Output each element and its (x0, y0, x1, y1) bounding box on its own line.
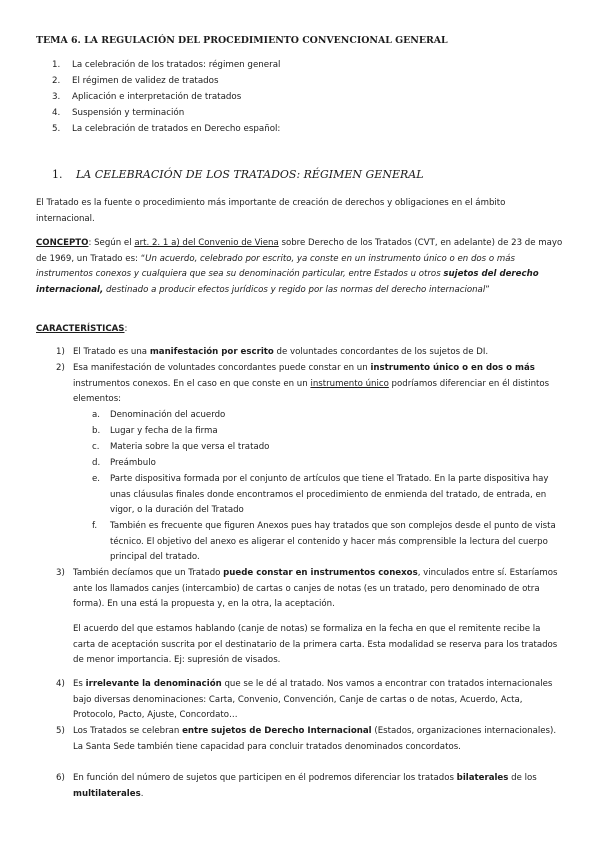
concepto-paragraph (36, 236, 564, 298)
item-text-part: Esa manifestación de voluntades concordantes puede constar en un (73, 363, 371, 373)
item-text-part: En función del número de sujetos que participen en él podremos diferenciar los tratados (73, 773, 457, 783)
section-title: LA CELEBRACIÓN DE LOS TRATADOS: RÉGIMEN GENERAL (76, 168, 424, 181)
sub-item-text: Preámbulo (110, 458, 156, 468)
item-text (73, 677, 564, 724)
item-number: 6) (56, 773, 65, 783)
toc-label: Suspensión y terminación (72, 108, 185, 118)
toc-label: Aplicación e interpretación de tratados (72, 92, 242, 102)
item-number: 1) (56, 347, 65, 357)
item-text-bold: bilaterales (456, 773, 509, 783)
toc-label: La celebración de los tratados: régimen general (72, 60, 281, 70)
item-text-underline: instrumento único (310, 378, 389, 389)
item-text-part: Los Tratados se celebran (73, 726, 183, 736)
toc-item (52, 57, 552, 73)
list-item (56, 361, 564, 409)
table-of-contents (52, 57, 552, 137)
concepto-label: CONCEPTO (36, 238, 89, 248)
item-text-part: de voluntades concordantes de los sujetos de DI. (273, 347, 489, 357)
toc-number: 1. (52, 60, 61, 70)
item-text-bold: manifestación por escrito (149, 347, 274, 357)
list-item (56, 724, 564, 772)
sub-item-text: Parte dispositiva formada por el conjunto de artículos que tiene el Tratado. En la parte dispositiva hay unas cláusulas finales donde encontramos el procedimiento de enmienda del tratado, de entrada, en vigor, o la duración del Tratado (110, 474, 549, 515)
concepto-quote: Un acuerdo, celebrado por escrito, ya conste en un instrumento único o en dos o más instrumentos conexos y cualquiera que sea su denominación particular, entre Estados u otros (36, 253, 515, 279)
toc-label: El régimen de validez de tratados (72, 76, 219, 86)
toc-label: La celebración de tratados en Derecho español: (72, 124, 281, 134)
item-number: 5) (56, 726, 65, 736)
sub-item-letter: e. (92, 474, 101, 484)
caracteristicas-heading (36, 322, 564, 338)
item-text-bold: entre sujetos de Derecho Internacional (182, 726, 372, 736)
concepto-text: : Según el (88, 238, 135, 248)
item-number: 3) (56, 568, 65, 578)
toc-number: 2. (52, 76, 61, 86)
item-text (73, 345, 564, 361)
concepto-text: sobre Derecho de los Tratados (CVT, en adelante) de 23 de mayo de 1969, un Tratado es: “ (36, 238, 563, 264)
sub-item-letter: c. (92, 442, 100, 452)
item-text (73, 566, 564, 613)
sub-item-text: Lugar y fecha de la firma (110, 426, 218, 436)
toc-item (52, 73, 552, 89)
item-text-part: También decíamos que un Tratado (73, 568, 224, 578)
sub-item-letter: f. (92, 521, 98, 531)
item-text (73, 361, 564, 408)
sub-item-letter: a. (92, 410, 100, 420)
concepto-quote-bold: sujetos del derecho internacional, (36, 269, 539, 295)
item-text (73, 771, 564, 802)
convenio-viena-link[interactable]: art. 2. 1 a) del Convenio de Viena (134, 238, 279, 248)
concepto-quote-end: ” (485, 284, 490, 295)
item-number: 2) (56, 363, 65, 373)
sub-item-letter: b. (92, 426, 101, 436)
item-text-part: , vinculados entre sí. Estaríamos ante los llamados canjes (intercambio) de cartas o canjes de notas (es un tratado, pero denominado de otra forma). En una está la propuesta y, en la otra, la aceptación. (73, 568, 558, 609)
item-continuation-paragraph: El acuerdo del que estamos hablando (canje de notas) se formaliza en la fecha en que el remitente recibe la carta de aceptación suscrita por el destinatario de la primera carta. Esta modalidad se reserva para los tratados de menor importancia. Ej: supresión de visados. (73, 624, 558, 665)
item-text-part: instrumentos conexos. En el caso en que conste en un (73, 378, 311, 389)
item-text-bold: multilaterales (73, 788, 141, 799)
item-text-part: podríamos diferenciar en él distintos elementos: (73, 378, 550, 404)
page-title: TEMA 6. LA REGULACIÓN DEL PROCEDIMIENTO CONVENCIONAL GENERAL (36, 35, 448, 46)
section-number: 1. (52, 168, 63, 181)
intro-paragraph: El Tratado es la fuente o procedimiento más importante de creación de derechos y obligaciones en el ámbito internacional. (36, 198, 506, 224)
toc-number: 4. (52, 108, 61, 118)
item-text-bold: instrumento único o en dos o más (370, 363, 535, 373)
item-text-part: Es (73, 679, 86, 689)
list-item (56, 345, 564, 361)
list-item (56, 566, 564, 614)
item-text-bold: irrelevante la denominación (85, 679, 222, 689)
toc-item (52, 121, 552, 137)
caracteristicas-colon: : (124, 324, 128, 334)
caracteristicas-label: CARACTERÍSTICAS (36, 324, 125, 334)
sub-item-text: Denominación del acuerdo (110, 410, 226, 420)
list-item (56, 771, 564, 803)
item-text-bold: puede constar en instrumentos conexos (223, 568, 418, 578)
concepto-quote: destinado a producir efectos jurídicos y regido por las normas del derecho internacional (103, 284, 486, 295)
sub-item-text: Materia sobre la que versa el tratado (110, 442, 270, 452)
list-item (56, 677, 564, 725)
item-text-part: El Tratado es una (73, 347, 150, 357)
item-number: 4) (56, 679, 65, 689)
toc-number: 3. (52, 92, 61, 102)
sub-item-letter: d. (92, 458, 101, 468)
item-text-part: de los (508, 773, 537, 783)
toc-item (52, 89, 552, 105)
item-text-part: . (140, 788, 144, 799)
item-text (73, 724, 564, 755)
toc-item (52, 105, 552, 121)
toc-number: 5. (52, 124, 61, 134)
section-heading (52, 168, 424, 181)
item-text-part: que se le dé al tratado. Nos vamos a encontrar con tratados internacionales bajo diversas denominaciones: Carta, Convenio, Convención, Canje de cartas o de notas, Acuerdo, Acta, Protocolo, Pacto, Ajuste, Concordato… (73, 679, 553, 720)
sub-item-text: También es frecuente que figuren Anexos pues hay tratados que son complejos desde el punto de vista técnico. El objetivo del anexo es aligerar el contenido y hacer más comprensible la lectura del cuerpo principal del tratado. (110, 521, 556, 562)
item-text-part: (Estados, organizaciones internacionales). La Santa Sede también tiene capacidad para concluir tratados denominados concordatos. (73, 726, 557, 752)
